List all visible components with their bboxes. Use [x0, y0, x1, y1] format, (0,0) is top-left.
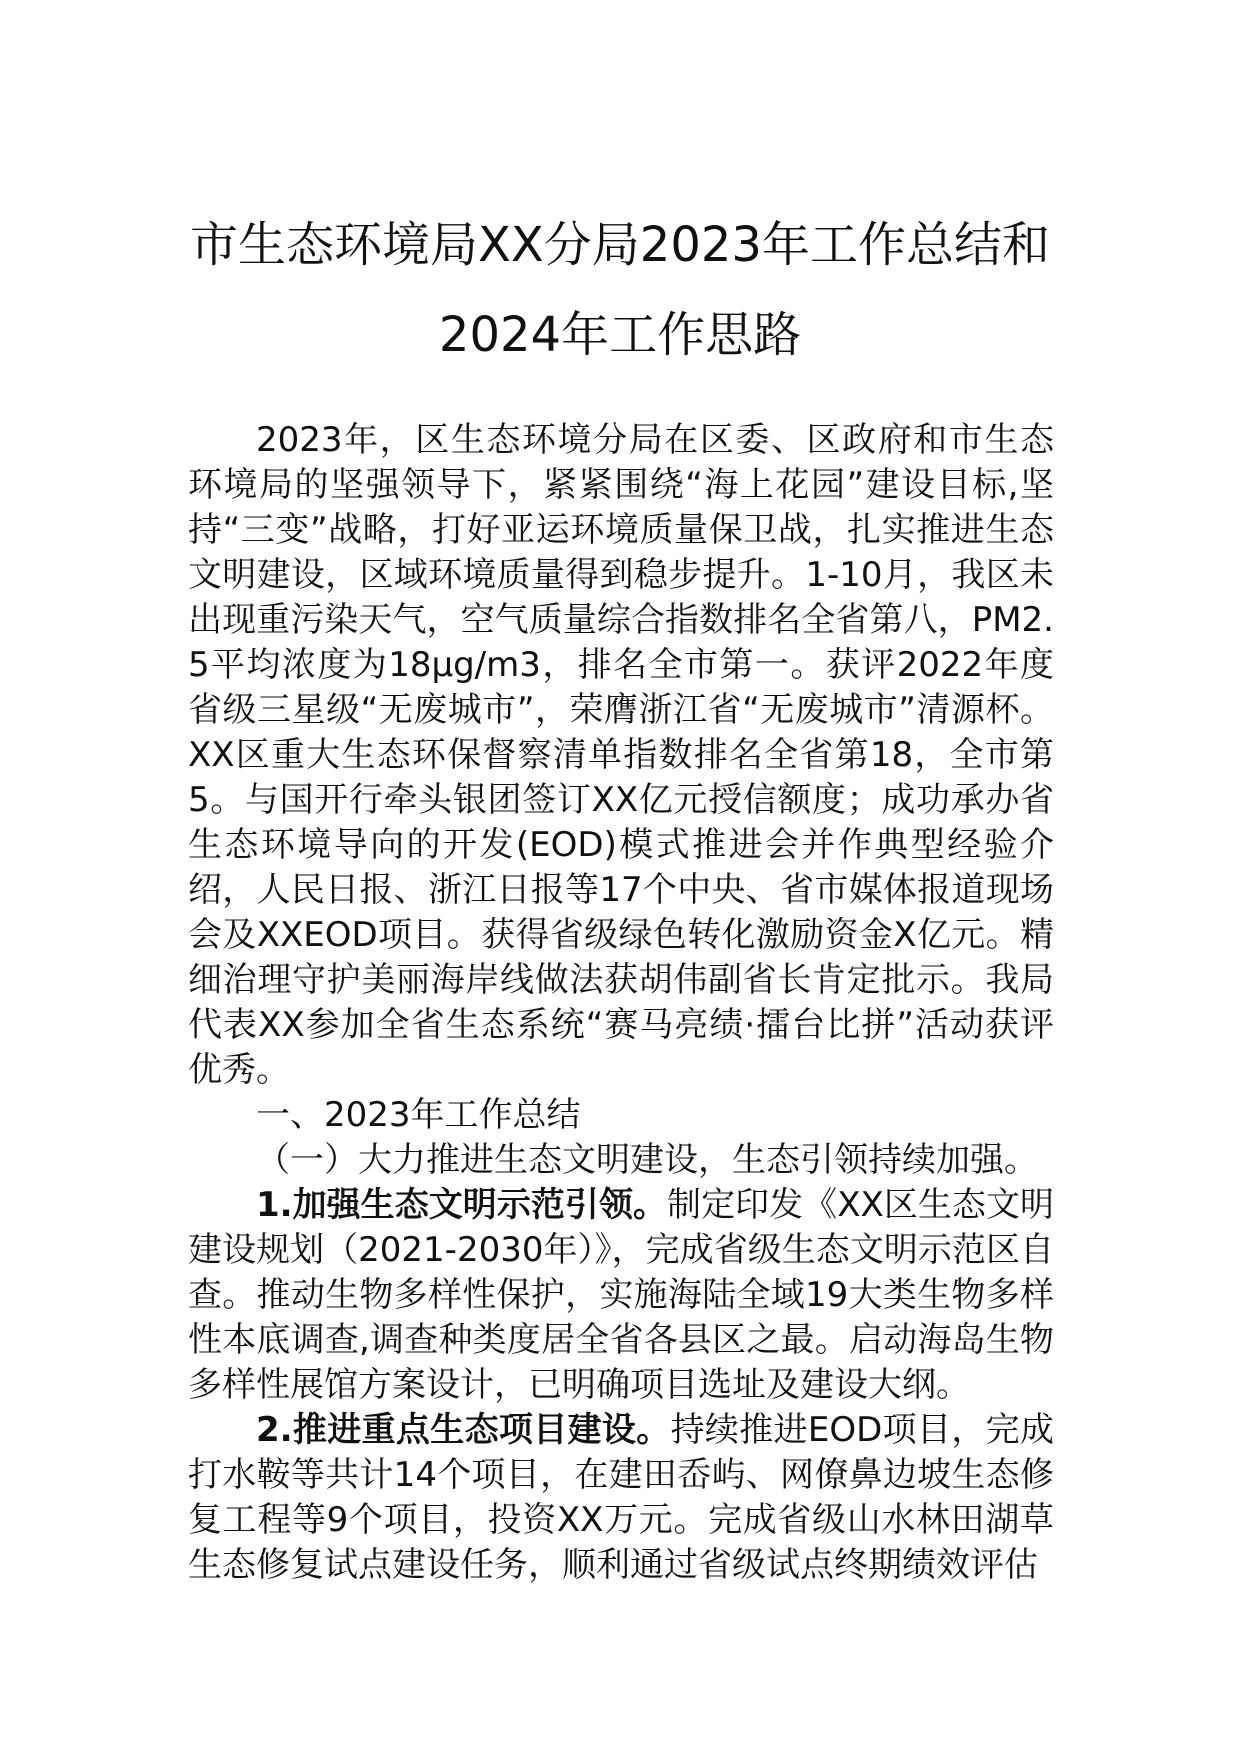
item-lead-2: 2.推进重点生态项目建设。 — [256, 1410, 671, 1450]
item-paragraph-1 — [188, 1183, 1054, 1408]
item-text-1: 制定印发《XX区生态文明建设规划（2021-2030年）》，完成省级生态文明示范区自查。推动生物多样性保护，实施海陆全域19大类生物多样性本底调查,调查种类度居全省各县区之最。启动海岛生物多样性展馆方案设计，已明确项目选址及建设大纲。 — [188, 1185, 1054, 1405]
document-title-line-2: 2024年工作思路 — [438, 307, 802, 363]
item-lead-1: 1.加强生态文明示范引领。 — [256, 1185, 668, 1225]
document-body — [188, 418, 1054, 1588]
item-paragraph-2 — [188, 1408, 1054, 1588]
subsection-heading: （一）大力推进生态文明建设，生态引领持续加强。 — [256, 1140, 1038, 1180]
section-heading: 一、2023年工作总结 — [256, 1095, 581, 1135]
document-title-line-1: 市生态环境局XX分局2023年工作总结和 — [190, 217, 1050, 273]
intro-paragraph: 2023年，区生态环境分局在区委、区政府和市生态环境局的坚强领导下，紧紧围绕“海上花园”建设目标,坚持“三变”战略，打好亚运环境质量保卫战，扎实推进生态文明建设，区域环境质量得到稳步提升。1-10月，我区未出现重污染天气，空气质量综合指数排名全省第八，PM2.5平均浓度为18μg/m3，排名全市第一。获评2022年度省级三星级“无废城市”，荣膺浙江省“无废城市”清源杯。XX区重大生态环保督察清单指数排名全省第18，全市第5。与国开行牵头银团签订XX亿元授信额度；成功承办省生态环境导向的开发(EOD)模式推进会并作典型经验介绍，人民日报、浙江日报等17个中央、省市媒体报道现场会及XXEOD项目。获得省级绿色转化激励资金X亿元。精细治理守护美丽海岸线做法获胡伟副省长肯定批示。我局代表XX参加全省生态系统“赛马亮绩·擂台比拼”活动获评优秀。 — [188, 420, 1054, 1090]
item-text-2: 持续推进EOD项目，完成打水鞍等共计14个项目，在建田岙屿、网僚鼻边坡生态修复工程等9个项目，投资XX万元。完成省级山水林田湖草生态修复试点建设任务，顺利通过省级试点终期绩效评估 — [188, 1410, 1054, 1585]
